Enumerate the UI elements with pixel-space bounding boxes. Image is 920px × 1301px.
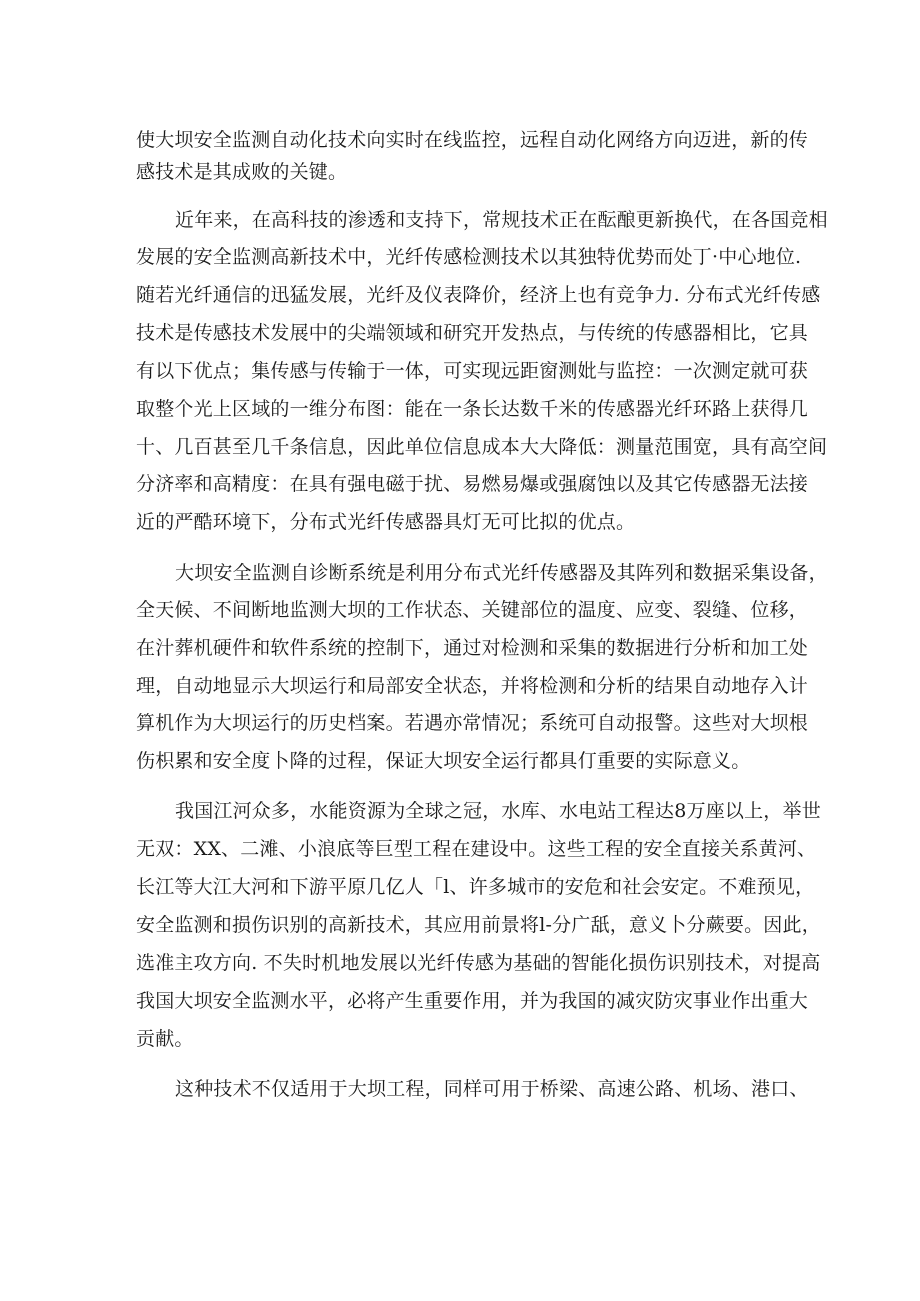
text-line: 近年来，在高科技的渗透和支持下，常规技术正在酝酿更新换代，在各国竞相 — [175, 209, 828, 231]
text-line: 无双：XX、二滩、小浪底等巨型工程在建设中。这些工程的安全直接关系黄河、 — [136, 838, 817, 860]
text-line: 技术是传感技术发展中的尖端领域和研究开发热点，与传统的传感器相比，它具 — [136, 322, 809, 344]
text-line: 这种技术不仅适用于大坝工程，同样可用于桥梁、高速公路、机场、港口、 — [175, 1078, 809, 1100]
text-line: 大坝安全监测自诊断系统是利用分布式光纤传感器及其阵列和数据采集设备， — [175, 562, 828, 584]
text-line: 我国大坝安全监测水平，必将产生重要作用，并为我国的减灾防灾事业作出重大 — [136, 990, 809, 1012]
text-line: 理，自动地显示大坝运行和局部安全状态，并将检测和分析的结果自动地存入计 — [136, 675, 809, 697]
text-line: 我国江河众多，水能资源为全球之冠，水库、水电站工程达8万座以上，举世 — [175, 800, 821, 822]
text-line: 使大坝安全监测自动化技术向实时在线监控，远程自动化网络方向迈进，新的传 — [136, 129, 809, 151]
text-line: 伤枳累和安全度卜降的过程，保证大坝安全运行都具仃重要的实际意义。 — [136, 750, 751, 772]
text-line: 分济率和高精度：在具有强电磁于扰、易燃易爆或强腐蚀以及其它传感器无法接 — [136, 473, 809, 495]
text-line: 长江等大江大河和下游平原几亿人「l、许多城市的安危和社会安定。不难预见， — [136, 876, 815, 898]
text-line: 取整个光上区域的一维分布图：能在一条长达数千米的传感器光纤环路上获得几 — [136, 398, 809, 420]
text-line: 选准主攻方向. 不失时机地发展以光纤传感为基础的智能化损伤识别技术，对提高 — [136, 952, 821, 974]
text-line: 随若光纤通信的迅猛发展，光纤及仪表降价，经济上也有竞争力. 分布式光纤传感 — [136, 284, 821, 306]
text-line: 贡献。 — [136, 1028, 194, 1050]
text-line: 在汁葬机硬件和软件系统的控制下，通过对检测和采集的数据进行分析和加工处 — [136, 637, 809, 659]
text-line: 感技术是其成败的关键。 — [136, 161, 348, 183]
text-line: 近的严酷环境下，分布式光纤传感器具灯无可比拟的优点。 — [136, 511, 636, 533]
text-line: 全天候、不间断地监测大坝的工作状态、关键部位的温度、应变、裂缝、位移， — [136, 599, 809, 621]
text-line: 十、几百甚至几千条信息，因此单位信息成本大大降低：测量范围宽，具有高空间 — [136, 436, 828, 458]
text-line: 有以下优点；集传感与传输于一体，可实现远距窗测妣与监控：一次测定就可获 — [136, 360, 809, 382]
text-line: 算机作为大坝运行的历史档案。若遇亦常情况；系统可自动报警。这些对大坝根 — [136, 712, 809, 734]
text-line: 发展的安全监测高新技术中，光纤传感检测技术以其独特优势而处丁·中心地位. — [136, 246, 802, 268]
text-line: 安全监测和损伤识别的高新技术，其应用前景将l-分广舐，意义卜分蕨要。因此， — [136, 914, 821, 936]
